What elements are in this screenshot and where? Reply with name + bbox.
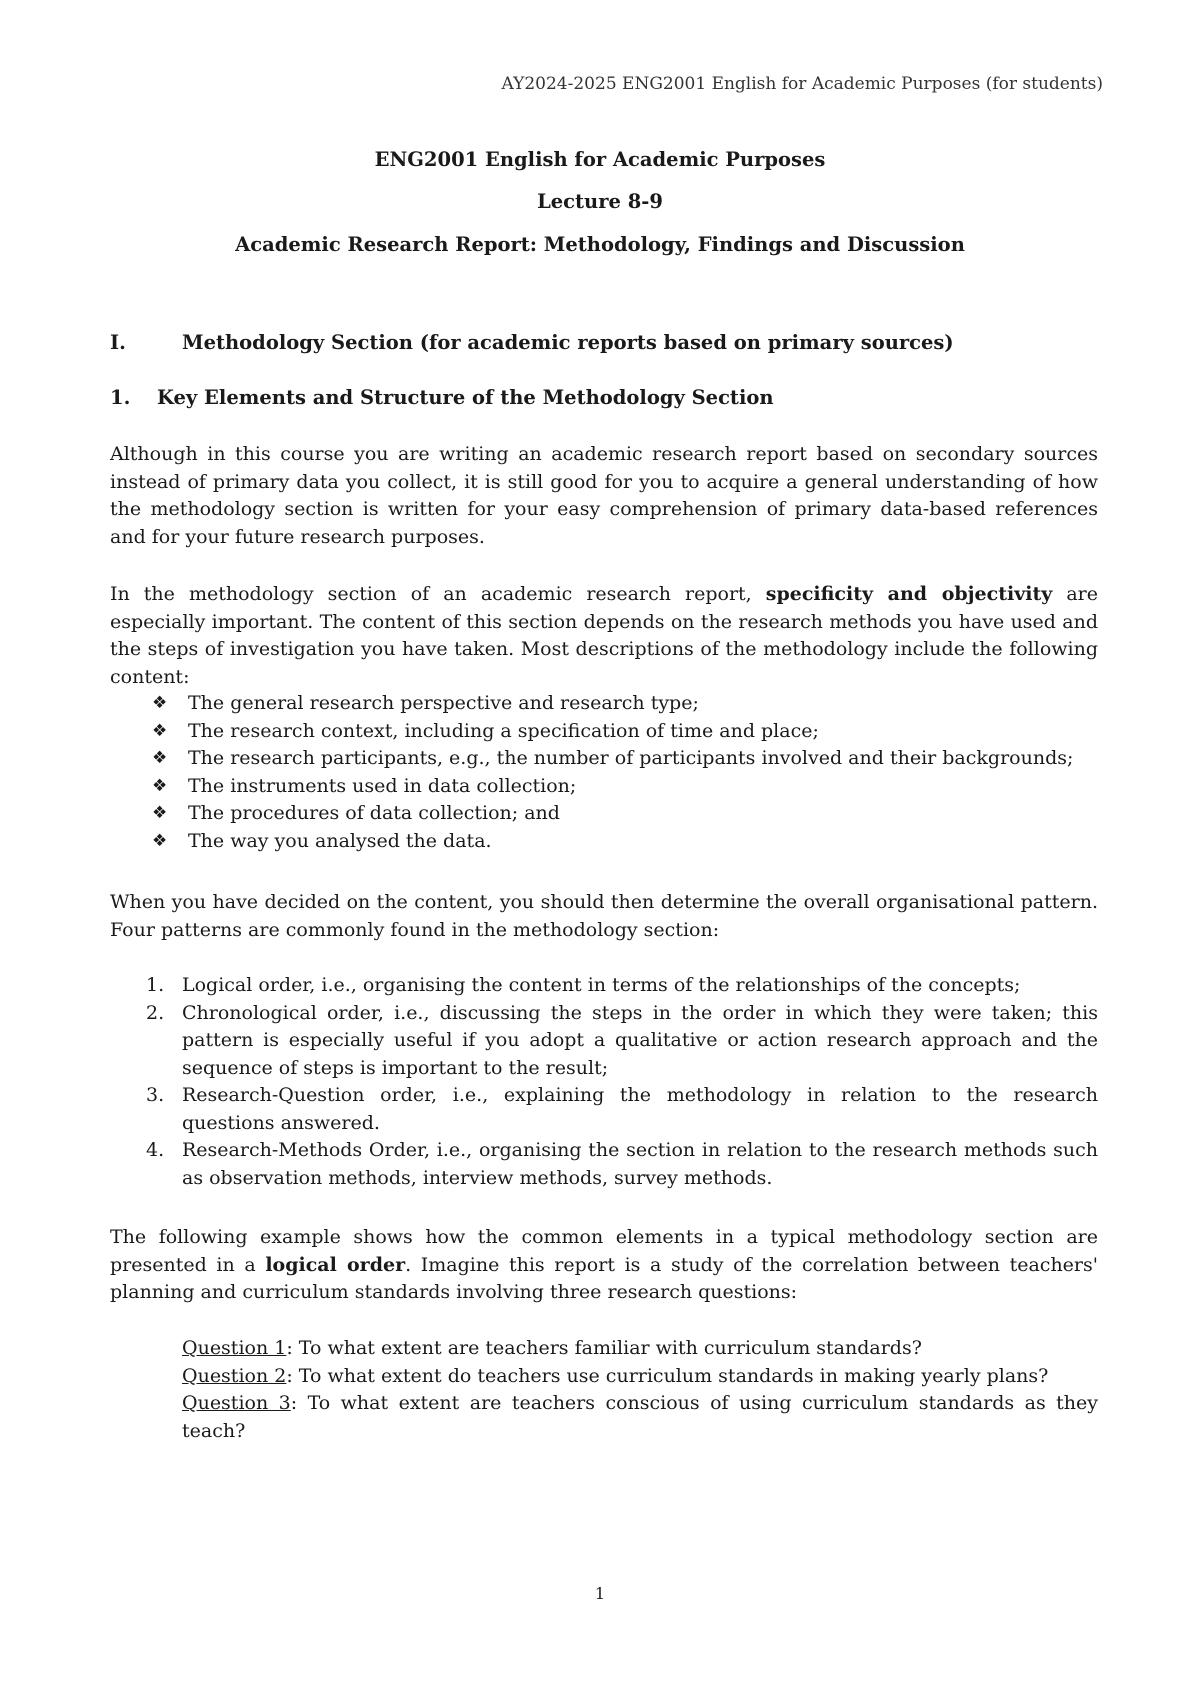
paragraph-text: In the methodology section of an academic research report, (110, 583, 766, 605)
question-label: Question 3 (182, 1392, 291, 1414)
section-heading-methodology (110, 331, 954, 354)
list-item (146, 972, 1098, 1000)
diamond-bullet-icon: ❖ (152, 693, 168, 713)
question-text: : To what extent are teachers familiar with curriculum standards? (286, 1337, 922, 1359)
section-number: I. (110, 331, 126, 354)
paragraph-patterns-intro: When you have decided on the content, you should then determine the overall organisational pattern. Four patterns are commonly found in the methodology section: (110, 891, 1098, 941)
topic-title: Academic Research Report: Methodology, Findings and Discussion (235, 233, 965, 256)
list-item (152, 828, 1073, 856)
list-item (146, 1082, 1098, 1137)
paragraph-text: . Imagine this report is a study of the correlation between teachers' planning and curriculum standards involving three research questions: (110, 1253, 1098, 1303)
diamond-bullet-icon: ❖ (152, 720, 168, 741)
list-item (152, 773, 1073, 801)
paragraph-intro: Although in this course you are writing an academic research report based on secondary sources instead of primary data you collect, it is still good for you to acquire a general understanding of how the methodology section is written for your easy comprehension of primary data-based references and for your future research purposes. (110, 443, 1098, 548)
subsection-heading-text: Key Elements and Structure of the Methodology Section (157, 386, 774, 409)
list-item (152, 690, 1073, 718)
list-item-text: The research context, including a specification of time and place; (188, 719, 819, 742)
question-item (182, 1390, 1098, 1445)
paragraph-text: are especially important. The content of this section depends on the research methods you have used and the steps of investigation you have taken. Most descriptions of the methodology include the following content: (110, 583, 1098, 688)
section-heading-text: Methodology Section (for academic reports based on primary sources) (182, 331, 954, 354)
subsection-number: 1. (110, 386, 131, 409)
diamond-bullet-icon: ❖ (152, 748, 168, 768)
list-item (152, 718, 1073, 746)
running-header: AY2024-2025 ENG2001 English for Academic Purposes (for students) (501, 74, 1103, 94)
list-number: 3. (146, 1084, 165, 1106)
question-label: Question 1 (182, 1337, 287, 1359)
paragraph-text: The following example shows how the common elements in a typical methodology section are presented in a (110, 1226, 1098, 1276)
paragraph-specificity (110, 581, 1098, 691)
list-number: 2. (146, 1001, 165, 1024)
diamond-bullet-icon: ❖ (152, 803, 168, 823)
lecture-title: Lecture 8-9 (537, 190, 663, 213)
list-item-text: Research-Question order, i.e., explaining the methodology in relation to the research questions answered. (182, 1084, 1098, 1134)
subsection-heading-key-elements (110, 386, 774, 409)
list-item (152, 800, 1073, 828)
diamond-bullet-icon: ❖ (152, 775, 168, 796)
content-bullet-list (152, 690, 1073, 855)
list-item-text: The procedures of data collection; and (188, 802, 560, 824)
page-number: 1 (594, 1584, 606, 1603)
question-text: : To what extent do teachers use curriculum standards in making yearly plans? (286, 1364, 1049, 1387)
list-item-text: The general research perspective and research type; (188, 692, 699, 714)
question-item (182, 1363, 1098, 1391)
list-item (152, 745, 1073, 773)
paragraph-example (110, 1224, 1098, 1307)
research-questions (182, 1335, 1098, 1445)
diamond-bullet-icon: ❖ (152, 830, 168, 851)
list-number: 4. (146, 1139, 165, 1161)
list-item-text: The instruments used in data collection; (188, 774, 577, 797)
question-item (182, 1335, 1098, 1363)
list-item-text: The research participants, e.g., the number of participants involved and their backgrounds; (188, 747, 1074, 769)
list-item (146, 1137, 1098, 1192)
list-item (146, 1000, 1098, 1083)
course-title: ENG2001 English for Academic Purposes (374, 148, 826, 171)
list-item-text: Chronological order, i.e., discussing the steps in the order in which they were taken; this pattern is especially useful if you adopt a qualitative or action research approach and the sequence of steps is important to the result; (182, 1001, 1098, 1079)
list-number: 1. (146, 974, 165, 996)
list-item-text: Logical order, i.e., organising the content in terms of the relationships of the concepts; (182, 974, 1021, 996)
list-item-text: Research-Methods Order, i.e., organising the section in relation to the research methods such as observation methods, interview methods, survey methods. (182, 1139, 1098, 1189)
emphasis-logical-order: logical order (265, 1253, 406, 1276)
question-label: Question 2 (182, 1364, 287, 1387)
organisational-patterns-list (146, 972, 1098, 1192)
emphasis-specificity: specificity and objectivity (765, 583, 1053, 605)
list-item-text: The way you analysed the data. (188, 829, 492, 852)
question-text: : To what extent are teachers conscious of using curriculum standards as they teach? (182, 1392, 1098, 1442)
